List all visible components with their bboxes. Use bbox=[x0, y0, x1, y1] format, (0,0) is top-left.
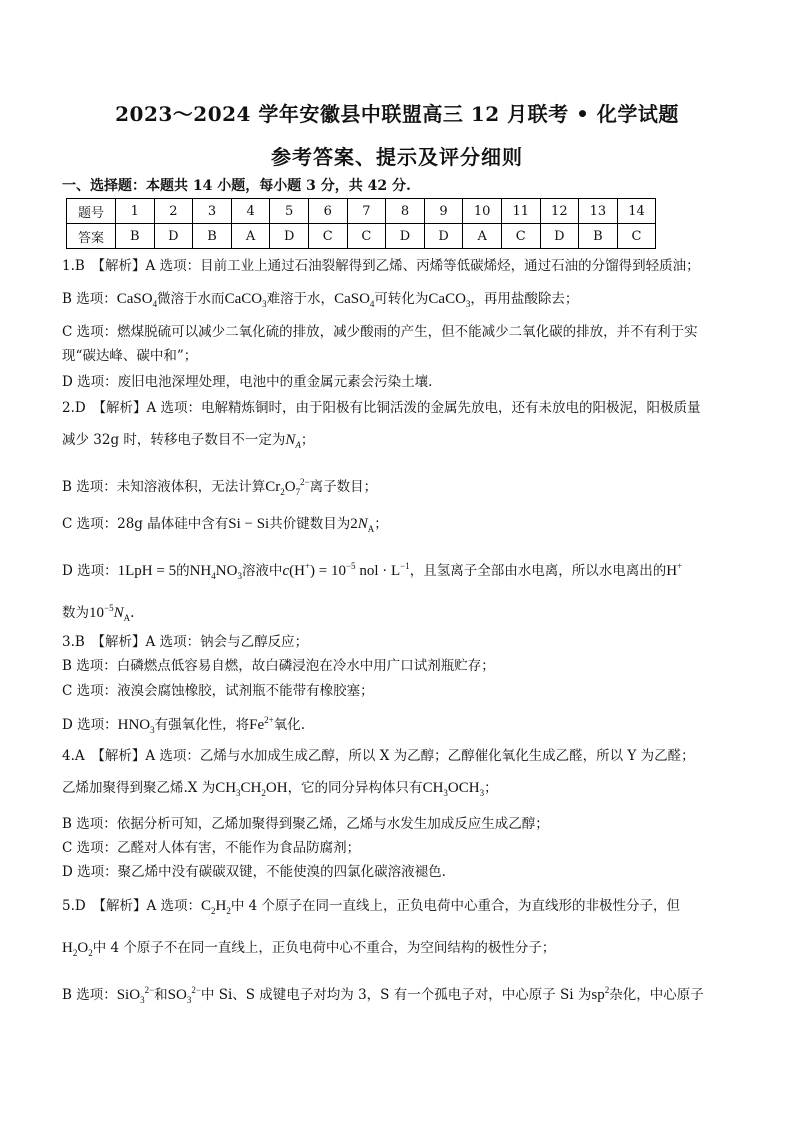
formula-h-plus: H+ bbox=[666, 561, 683, 579]
table-cell: A bbox=[231, 224, 270, 249]
table-cell: 13 bbox=[579, 199, 618, 224]
table-cell: 9 bbox=[424, 199, 463, 224]
table-cell: 4 bbox=[231, 199, 270, 224]
table-cell: D bbox=[386, 224, 425, 249]
table-cell: 5 bbox=[270, 199, 309, 224]
table-cell: D bbox=[540, 224, 579, 249]
table-header-cell: 答案 bbox=[67, 224, 116, 249]
q3-line-c: C 选项：液溴会腐蚀橡胶，试剂瓶不能带有橡胶塞； bbox=[62, 683, 374, 699]
table-cell: B bbox=[579, 224, 618, 249]
q2-d-prefix: D 选项： bbox=[62, 563, 118, 579]
table-cell: 7 bbox=[347, 199, 386, 224]
q3-d-suffix: 氧化. bbox=[273, 717, 305, 733]
q1-b-suffix: ，再用盐酸除去； bbox=[470, 291, 579, 307]
table-cell: C bbox=[501, 224, 540, 249]
q2-c-prefix: C 选项：28g 晶体硅中含有 bbox=[62, 516, 229, 532]
q2-d-text3: ，且氢离子全部由水电离，所以水电离出的 bbox=[409, 563, 667, 579]
q2-line-c bbox=[62, 514, 740, 539]
table-cell: 8 bbox=[386, 199, 425, 224]
punct: ； bbox=[374, 516, 388, 532]
formula-sio3: SiO$_3^{2-}$ bbox=[116, 985, 155, 1005]
formula-fe2: $Fe^{2+}$ bbox=[249, 715, 274, 733]
formula-caso4: CaSO$_4$ bbox=[116, 291, 158, 309]
formula-caco3: CaCO$_3$ bbox=[224, 291, 267, 309]
page-subtitle: 参考答案、提示及评分细则 bbox=[271, 145, 523, 169]
q2-line-b bbox=[62, 472, 740, 502]
answer-table bbox=[66, 198, 656, 249]
q1-b-text1: 微溶于水而 bbox=[157, 291, 225, 307]
q3-line-d bbox=[62, 710, 740, 740]
table-header-cell: 题号 bbox=[67, 199, 116, 224]
table-cell: 10 bbox=[463, 199, 502, 224]
table-row bbox=[67, 199, 656, 224]
q5-b-suffix: 杂化，中心原子 bbox=[609, 987, 704, 1003]
q1-line-d: D 选项：废旧电池深埋处理，电池中的重金属元素会污染土壤. bbox=[62, 374, 433, 390]
table-cell: D bbox=[270, 224, 309, 249]
formula-2na: $2N_A$ bbox=[350, 516, 375, 534]
q2-a2-text: 减少 32g 时，转移电子数目不一定为 bbox=[62, 432, 286, 448]
punct: ； bbox=[300, 432, 315, 448]
table-cell: C bbox=[308, 224, 347, 249]
table-cell: B bbox=[193, 224, 232, 249]
q1-line-c1: C 选项：燃煤脱硫可以减少二氧化硫的排放，减少酸雨的产生，但不能减少二氧化碳的排放，并不有利于实 bbox=[62, 324, 698, 340]
q1-line-b bbox=[62, 289, 740, 314]
q3-d-prefix: D 选项： bbox=[62, 717, 118, 733]
q3-line-b: B 选项：白磷燃点低容易自燃，故白磷浸泡在冷水中用广口试剂瓶贮存； bbox=[62, 658, 495, 674]
q2-line-a2 bbox=[62, 430, 740, 455]
q5-b-text2: 中 Si、S 成键电子对均为 3，S 有一个孤电子对，中心原子 Si 为 bbox=[200, 987, 592, 1003]
table-cell: 3 bbox=[193, 199, 232, 224]
table-cell: 1 bbox=[116, 199, 155, 224]
q2-line-d bbox=[62, 556, 740, 586]
q4-a2-text: ，它的同分异构体只有 bbox=[287, 780, 423, 796]
q2-line-a1: 2.D 【解析】A 选项：电解精炼铜时，由于阳极有比铜活泼的金属先放电，还有未放电的阳极泥，阳极质量 bbox=[62, 400, 701, 416]
formula-sp2: $sp^2$ bbox=[591, 985, 610, 1003]
table-cell: D bbox=[424, 224, 463, 249]
q5-line-a2 bbox=[62, 938, 740, 963]
q3-d-text: 有强氧化性，将 bbox=[154, 717, 250, 733]
q4-a2-prefix: 乙烯加聚得到聚乙烯.X 为 bbox=[62, 780, 216, 796]
q2-c-text: 共价键数目为 bbox=[269, 516, 351, 532]
table-cell: A bbox=[463, 224, 502, 249]
table-cell: B bbox=[116, 224, 155, 249]
q2-b-prefix: B 选项：未知溶液体积，无法计算 bbox=[62, 479, 266, 495]
formula-caso4: CaSO$_4$ bbox=[334, 291, 375, 309]
q5-b-text1: 和 bbox=[154, 987, 168, 1003]
table-cell: C bbox=[617, 224, 656, 249]
q5-b-prefix: B 选项： bbox=[62, 987, 117, 1003]
formula-dimethyl-ether: $CH_3OCH_3$ bbox=[422, 780, 485, 798]
q5-line-b bbox=[62, 980, 740, 1010]
table-cell: 2 bbox=[154, 199, 193, 224]
formula-so3: $SO_3^{2-}$ bbox=[167, 985, 201, 1005]
punct: ； bbox=[484, 780, 498, 796]
q1-line-c2: 现“碳达峰、碳中和”； bbox=[62, 348, 198, 364]
q2-d2-suffix: . bbox=[130, 605, 135, 621]
q2-d2-prefix: 数为 bbox=[62, 605, 89, 621]
q4-line-c: C 选项：乙醛对人体有害，不能作为食品防腐剂； bbox=[62, 840, 361, 856]
formula-cr2o7: $Cr_2O_7^{2-}$ bbox=[265, 477, 310, 497]
q4-line-d: D 选项：聚乙烯中没有碳碳双键，不能使溴的四氯化碳溶液褪色. bbox=[62, 864, 446, 880]
formula-hno3: $HNO_3$ bbox=[117, 717, 155, 735]
q2-line-d2 bbox=[62, 598, 740, 628]
q1-b-prefix: B 选项： bbox=[62, 291, 117, 307]
table-cell: 14 bbox=[617, 199, 656, 224]
page-title: 2023～2024 学年安徽县中联盟高三 12 月联考 • 化学试题 bbox=[115, 102, 679, 126]
formula-nh4no3: $NH_4NO_3$ bbox=[189, 563, 242, 581]
table-row bbox=[67, 224, 656, 249]
formula-ph5: 1LpH = 5 bbox=[117, 563, 177, 579]
q1-b-text3: 可转化为 bbox=[374, 291, 429, 307]
table-cell: D bbox=[154, 224, 193, 249]
q5-line-a1 bbox=[62, 896, 740, 921]
formula-ethanol: $CH_3CH_2OH$ bbox=[215, 780, 288, 798]
formula-h2o2: $H_2O_2$ bbox=[62, 940, 93, 958]
q3-line-a: 3.B 【解析】A 选项：钠会与乙醇反应； bbox=[62, 634, 309, 650]
formula-c2h2: $C_2H_2$ bbox=[201, 898, 231, 916]
q2-d-text2: 溶液中 bbox=[241, 563, 283, 579]
table-cell: 6 bbox=[308, 199, 347, 224]
q5-a2-text: 中 4 个原子不在同一直线上，正负电荷中心不重合，为空间结构的极性分子； bbox=[92, 940, 556, 956]
formula-si-si: Si − Si bbox=[228, 516, 270, 532]
q2-b-suffix: 离子数目； bbox=[309, 479, 378, 495]
table-cell: 12 bbox=[540, 199, 579, 224]
table-cell: 11 bbox=[501, 199, 540, 224]
section-heading: 一、选择题：本题共 14 小题，每小题 3 分，共 42 分. bbox=[62, 178, 411, 194]
formula-concentration: $c(H^+) = 10^{-5}$ nol · $L^{-1}$ bbox=[282, 561, 410, 579]
q4-line-b: B 选项：依据分析可知，乙烯加聚得到聚乙烯，乙烯与水发生加成反应生成乙醇； bbox=[62, 816, 549, 832]
q2-d-text1: 的 bbox=[176, 563, 190, 579]
q1-b-text2: 难溶于水， bbox=[266, 291, 335, 307]
q1-line-a: 1.B 【解析】A 选项：目前工业上通过石油裂解得到乙烯、丙烯等低碳烯烃，通过石油的分馏得到轻质油； bbox=[62, 258, 700, 274]
q5-a1-text: 中 4 个原子在同一直线上，正负电荷中心重合，为直线形的非极性分子，但 bbox=[230, 898, 681, 914]
formula-caco3: CaCO$_3$ bbox=[428, 291, 471, 309]
q5-a1-prefix: 5.D 【解析】A 选项： bbox=[62, 898, 201, 914]
q4-line-a2 bbox=[62, 778, 740, 803]
formula-na: $N_A$ bbox=[285, 432, 301, 450]
q4-line-a1: 4.A 【解析】A 选项：乙烯与水加成生成乙醇，所以 X 为乙醇；乙醇催化氧化生成乙醛，所以 Y 为乙醛； bbox=[62, 748, 695, 764]
formula-10-5na: $10^{-5}N_A$ bbox=[89, 603, 131, 623]
table-cell: C bbox=[347, 224, 386, 249]
